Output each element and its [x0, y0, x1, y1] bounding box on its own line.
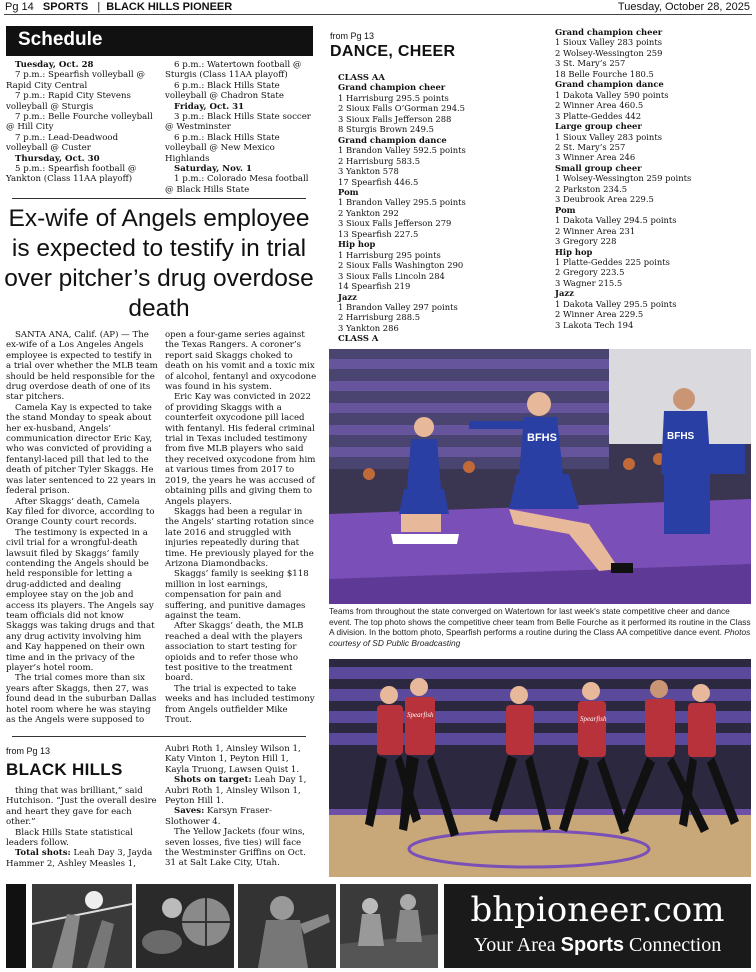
results-heading: Large group cheer	[555, 121, 642, 132]
results-line: 2 Harrisburg 288.5	[338, 312, 421, 323]
results-line: 2 Winner Area 231	[555, 225, 636, 236]
cheer-photo	[329, 349, 751, 604]
ad-tile-volleyball	[32, 884, 132, 968]
story-divider	[12, 736, 306, 737]
ad-tile-athletes	[340, 884, 438, 968]
results-heading: Grand champion cheer	[555, 27, 663, 37]
bh-total-shots-label: Total shots:	[15, 848, 71, 859]
athletes-icon	[340, 884, 438, 968]
dance-title: DANCE, CHEER	[330, 43, 456, 60]
black-hills-column-1	[6, 786, 158, 869]
results-line: 1 Wolsey-Wessington 259 points	[555, 173, 692, 184]
results-line: 1 Dakota Valley 295.5 points	[555, 298, 677, 309]
schedule-day: Saturday, Nov. 1	[174, 164, 252, 175]
cheer-uniform-text: BFHS	[527, 432, 557, 444]
results-heading: Pom	[555, 204, 576, 215]
header-divider	[4, 14, 752, 15]
pioneer-advertisement[interactable]	[6, 884, 751, 968]
results-line: 2 Yankton 292	[338, 207, 399, 218]
sports-balls-icon	[136, 884, 234, 968]
schedule-item: 7 p.m.: Spearfish volleyball @ Rapid City Central	[6, 70, 145, 91]
story-paragraph: After Skaggs’ death, the MLB reached a deal with the players association to start testing for opioids and to refer those who test positive to the treatment board.	[165, 621, 304, 684]
black-hills-column-2	[165, 744, 315, 869]
header-left: Pg 14 SPORTS | BLACK HILLS PIONEER	[5, 1, 233, 13]
page-header	[0, 0, 756, 14]
ad-tag-post: Connection	[628, 934, 722, 956]
caption-text: Teams from throughout the state converged on Watertown for last week’s state competitive cheer and dance event. The top photo shows the competitive cheer team from Belle Fourche as it performed its routine in the Class A division. In the bottom photo, Spearfish performs a routine during the Class AA competitive dance event.	[329, 606, 751, 638]
results-heading: CLASS AA	[338, 72, 385, 82]
dance-uniform-text-2: Spearfish	[580, 715, 607, 723]
results-line: 14 Spearfish 219	[338, 281, 411, 292]
schedule-day: Friday, Oct. 31	[174, 101, 245, 112]
bh-shots-on-target-text: Leah Day 1, Aubri Roth 1, Ainsley Wilson 1, Peyton Hill 1.	[165, 775, 307, 807]
results-line: 2 Sioux Falls O’Gorman 294.5	[338, 103, 466, 114]
dance-uniform-text: Spearfish	[407, 711, 434, 719]
results-heading: Grand champion dance	[338, 134, 447, 145]
story-paragraph: The trial is expected to take weeks and has included testimony from Angels outfielder Mike Trout.	[165, 683, 315, 726]
schedule-column-2	[165, 60, 317, 195]
results-line: 2 Parkston 234.5	[555, 183, 628, 194]
results-line: 2 Harrisburg 583.5	[338, 155, 421, 166]
schedule-item: 5 p.m.: Spearfish football @ Yankton (Class 11AA playoff)	[6, 164, 137, 185]
schedule-day: Tuesday, Oct. 28	[15, 60, 94, 70]
story-paragraph: The testimony is expected in a civil trial for a wrongful-death lawsuit filed by Skaggs’ family contending the Angels should be held responsible for letting a drug-addicted and dealing employee stay on the job and access its players. The Angels say team officials did not know Skaggs was taking drugs and that any drug activity involving him and Kay happened on their own time and in the privacy of the player’s hotel room.	[6, 527, 155, 673]
story-paragraph: open a four-game series against the Texas Rangers. A coroner’s report said Skaggs choked to death on his vomit and a toxic mix of alcohol, fentanyl and oxycodone was found in his system.	[165, 330, 317, 393]
results-line: 3 Sioux Falls Jefferson 288	[338, 113, 452, 124]
results-line: 8 Sturgis Brown 249.5	[338, 124, 434, 135]
schedule-item: 6 p.m.: Black Hills State volleyball @ Chadron State	[165, 80, 284, 102]
dance-jump-label: from Pg 13	[330, 31, 375, 41]
results-line: 1 Sioux Valley 283 points	[555, 37, 662, 48]
black-hills-title: BLACK HILLS	[6, 760, 123, 779]
results-line: 2 Winner Area 460.5	[555, 100, 644, 111]
bh-para-1: thing that was brilliant,” said Hutchison. “Just the overall desire and heart they gave for each other.”	[6, 786, 157, 828]
results-heading: Grand champion cheer	[338, 82, 446, 93]
schedule-title: Schedule	[18, 29, 103, 50]
bh-para-2: Black Hills State statistical leaders follow.	[6, 827, 134, 849]
cheer-photo-image	[329, 349, 751, 604]
results-heading: Jazz	[555, 288, 574, 299]
ad-edge-strip	[6, 884, 26, 968]
results-line: 1 Dakota Valley 294.5 points	[555, 215, 677, 226]
dance-photo	[329, 659, 751, 877]
story-paragraph: SANTA ANA, Calif. (AP) — The ex-wife of a Los Angeles Angels employee is expected to testify in a trial over whether the MLB team should be held responsible for the drug overdose death of one of its star pitchers.	[6, 330, 158, 403]
ad-brand-panel[interactable]	[444, 884, 751, 968]
results-line: 18 Belle Fourche 180.5	[555, 68, 654, 79]
schedule-item: 6 p.m.: Watertown football @ Sturgis (Class 11AA playoff)	[165, 60, 302, 81]
bh-shots-on-target-label: Shots on target:	[174, 775, 252, 786]
dance-photo-image	[329, 659, 751, 877]
bh-saves-text: Karsyn Fraser-Slothower 4.	[165, 806, 272, 827]
ad-tile-football	[238, 884, 336, 968]
results-line: 3 Wagner 215.5	[555, 277, 623, 288]
results-line: 1 Brandon Valley 295.5 points	[338, 197, 466, 208]
page-number: Pg 14	[5, 1, 34, 13]
photo-credit: Photos courtesy of SD Public Broadcasting	[329, 627, 751, 648]
results-line: 3 Sioux Falls Lincoln 284	[338, 270, 445, 281]
football-player-icon	[238, 884, 336, 968]
results-column-2	[555, 27, 755, 330]
bh-total-shots	[6, 848, 158, 869]
results-line: 3 Gregory 228	[555, 236, 617, 247]
results-heading: Jazz	[338, 291, 357, 302]
black-hills-jump-label: from Pg 13	[6, 746, 51, 756]
results-line: 13 Spearfish 227.5	[338, 228, 419, 239]
bh-saves	[165, 806, 315, 827]
results-column-1	[338, 72, 543, 344]
results-line: 3 Yankton 286	[338, 322, 399, 333]
results-line: 1 Dakota Valley 590 points	[555, 89, 669, 100]
schedule-divider	[12, 198, 306, 199]
schedule-column-1	[6, 60, 158, 185]
bh-total-shots-text: Leah Day 3, Jayda Hammer 2, Ashley Measles 1,	[6, 848, 153, 869]
bh-col2-intro: Aubri Roth 1, Ainsley Wilson 1, Katy Vinton 1, Peyton Hill 1, Kayla Truong, Lawsen Quist 1.	[165, 744, 301, 775]
schedule-item: 7 p.m.: Belle Fourche volleyball @ Hill City	[6, 112, 153, 133]
results-heading: CLASS A	[338, 333, 379, 344]
story-paragraph: The trial comes more than six years after Skaggs, then 27, was found dead in the suburban Dallas hotel room where he was staying as the Angels were supposed to	[6, 673, 157, 726]
results-line: 1 Harrisburg 295.5 points	[338, 92, 449, 103]
results-line: 3 Lakota Tech 194	[555, 319, 634, 330]
schedule-item: 7 p.m.: Lead-Deadwood volleyball @ Custer	[6, 132, 119, 154]
photo-caption	[329, 606, 752, 648]
results-line: 2 Sioux Falls Washington 290	[338, 260, 464, 271]
results-heading: Small group cheer	[555, 162, 642, 173]
results-line: 1 Brandon Valley 592.5 points	[338, 145, 466, 156]
schedule-item: 6 p.m.: Black Hills State volleyball @ New Mexico Highlands	[165, 132, 280, 164]
results-line: 1 Harrisburg 295 points	[338, 249, 441, 260]
schedule-banner	[6, 26, 313, 56]
results-heading: Hip hop	[555, 246, 593, 257]
results-line: 2 Wolsey-Wessington 259	[555, 47, 663, 58]
results-line: 1 Sioux Valley 283 points	[555, 131, 662, 142]
issue-date: Tuesday, October 28, 2025	[617, 1, 750, 13]
story-column-1	[6, 330, 158, 725]
schedule-item: 7 p.m.: Rapid City Stevens volleyball @ Sturgis	[6, 91, 131, 112]
bh-saves-label: Saves:	[174, 806, 205, 817]
schedule-item: 3 p.m.: Black Hills State soccer @ Westminster	[165, 112, 311, 133]
results-heading: Pom	[338, 186, 359, 197]
story-paragraph: Skaggs’ family is seeking $118 million in lost earnings, compensation for pain and suffering, and punitive damages against the team.	[165, 569, 309, 621]
results-line: 1 Brandon Valley 297 points	[338, 301, 458, 312]
bh-shots-on-target	[165, 775, 315, 806]
story-paragraph: After Skaggs’ death, Camela Kay filed for divorce, according to Orange County court records.	[6, 496, 155, 528]
results-line: 3 Yankton 578	[338, 166, 399, 177]
results-line: 3 Winner Area 246	[555, 152, 636, 163]
schedule-day: Thursday, Oct. 30	[15, 153, 100, 164]
ad-tagline	[444, 934, 751, 957]
results-line: 3 St. Mary’s 257	[555, 58, 626, 69]
volleyball-icon	[32, 884, 132, 968]
results-heading: Hip hop	[338, 239, 376, 250]
results-heading: Grand champion dance	[555, 79, 664, 90]
results-line: 3 Platte-Geddes 442	[555, 110, 642, 121]
section-name: SPORTS	[42, 1, 89, 13]
ad-tag-pre: Your Area	[473, 934, 556, 956]
results-line: 2 St. Mary’s 257	[555, 141, 626, 152]
story-column-2	[165, 330, 317, 725]
paper-name: BLACK HILLS PIONEER	[106, 1, 233, 13]
ad-tile-balls	[136, 884, 234, 968]
ad-site-url[interactable]: bhpioneer.com	[470, 890, 725, 930]
story-paragraph: Skaggs had been a regular in the Angels’ starting rotation since late 2016 and struggled with injuries repeatedly during that time. He previously played for the Arizona Diamondbacks.	[165, 506, 314, 569]
bh-outro: The Yellow Jackets (four wins, seven losses, five ties) will face the Westminster Griffins on Oct. 31 at Salt Lake City, Utah.	[165, 827, 306, 869]
story-paragraph: Camela Kay is expected to take the stand Monday to speak about her ex-husband, Angels’ communication director Eric Kay, who was convicted of providing a fentanyl-laced pill that led to the death of pitcher Tyler Skaggs. He was later sentenced to 22 years in federal prison.	[6, 402, 156, 497]
story-headline: Ex-wife of Angels employee is expected to testify in trial over pitcher’s drug overdose death	[4, 205, 314, 322]
results-line: 2 Gregory 223.5	[555, 267, 625, 278]
results-line: 17 Spearfish 446.5	[338, 176, 419, 187]
schedule-item: 1 p.m.: Colorado Mesa football @ Black Hills State	[165, 174, 309, 195]
cheer-uniform-text-2: BFHS	[667, 431, 695, 442]
results-line: 3 Deubrook Area 229.5	[555, 194, 654, 205]
ad-tag-bold: Sports	[560, 934, 624, 956]
results-line: 3 Sioux Falls Jefferson 279	[338, 218, 452, 229]
story-paragraph: Eric Kay was convicted in 2022 of providing Skaggs with a counterfeit oxycodone pill laced with fentanyl. His federal criminal trial in Texas included testimony from five MLB players who said they received oxycodone from him at various times from 2017 to 2019, the years he was accused of obtaining pills and giving them to Angels players.	[165, 392, 316, 507]
results-line: 2 Winner Area 229.5	[555, 309, 644, 320]
results-line: 1 Platte-Geddes 225 points	[555, 256, 670, 267]
